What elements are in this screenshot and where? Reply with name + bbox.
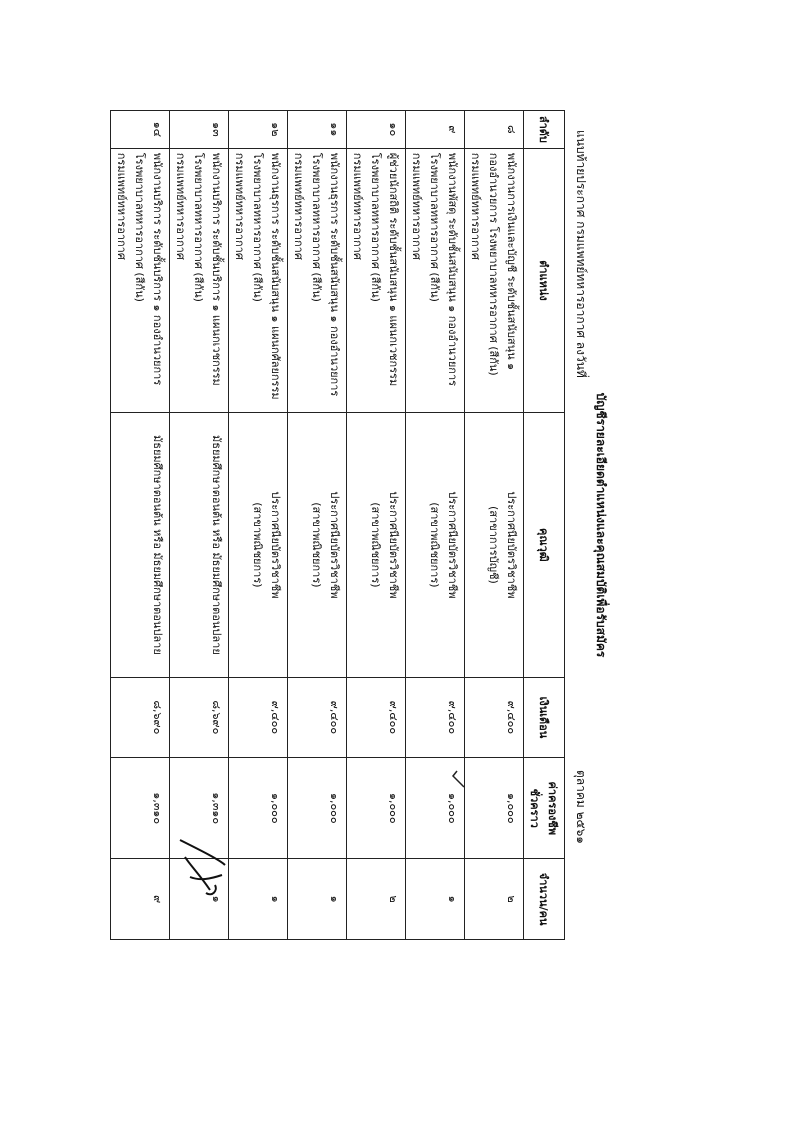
cell-no [111,111,170,149]
cell-no-line: ๘ [505,125,518,134]
cell-qualification [111,413,170,677]
cell-position-line: โรงพยาบาลทหารอากาศ (สีกัน) [310,152,323,302]
table-row [465,111,524,940]
cell-salary-line: ๙,๔๐๐ [328,700,341,735]
cell-position [229,148,288,412]
cell-position [111,148,170,412]
col-allowance: ค่าครองชีพชั่วคราว [524,758,565,859]
cell-position-line: กรมแพทย์ทหารอากาศ [351,152,364,260]
cell-position [406,148,465,412]
cell-allowance-line: ๑,๐๐๐ [328,792,341,824]
cell-count [465,859,524,940]
cell-count-line: ๒ [387,895,400,903]
table-row [229,111,288,940]
cell-count [347,859,406,940]
cell-allowance-line: ๑,๐๐๐ [446,792,459,824]
cell-no [465,111,524,149]
document-subtitle: แนบท้ายประกาศ กรมแพทย์ทหารอากาศ ลงวันที่ [574,130,588,378]
cell-no [170,111,229,149]
cell-allowance-line: ๑,๐๐๐ [269,792,282,824]
col-qualification: คุณวุฒิ [524,413,565,677]
cell-position-line: กรมแพทย์ทหารอากาศ [292,152,305,260]
cell-position [288,148,347,412]
document-date: ตุลาคม ๒๕๖๑ [574,770,588,844]
cell-salary [406,677,465,758]
cell-qualification-line: มัธยมศึกษาตอนต้น หรือ มัธยมศึกษาตอนปลาย [151,435,164,655]
cell-no [406,111,465,149]
cell-position-line: พนักงานบริการ ระดับชั้นบริการ ๑ แผนกเวชกรรม [210,152,223,386]
table-row [170,111,229,940]
cell-qualification [465,413,524,677]
col-no: ลำดับ [524,111,565,149]
table-header-row [524,111,565,940]
cell-no-line: ๑๒ [269,122,282,137]
table-row [347,111,406,940]
cell-allowance [111,758,170,859]
check-mark-icon [451,770,465,788]
cell-count [406,859,465,940]
cell-count [229,859,288,940]
cell-qualification-line: (สาขาพณิชยการ) [369,502,382,588]
cell-salary-line: ๙,๔๐๐ [446,700,459,735]
cell-position-line: โรงพยาบาลทหารอากาศ (สีกัน) [133,152,146,302]
cell-allowance [347,758,406,859]
cell-qualification-line: (สาขาการบัญชี) [487,506,500,584]
cell-salary-line: ๙,๔๐๐ [269,700,282,735]
cell-count-line: ๙ [151,895,164,904]
table-body [111,111,524,940]
cell-qualification [229,413,288,677]
document-header [568,110,610,940]
cell-position-line: พนักงานบริการ ระดับชั้นบริการ ๑ กองอำนวยการ [151,152,164,386]
cell-count-line: ๑ [446,895,459,903]
document-title: บัญชีรายละเอียดตำแหน่งและคุณสมบัติเพื่อรับสมัคร [594,392,608,658]
cell-allowance [288,758,347,859]
table-row [406,111,465,940]
cell-position [465,148,524,412]
cell-allowance [229,758,288,859]
cell-salary-line: ๙,๔๐๐ [505,700,518,735]
cell-position-line: กรมแพทย์ทหารอากาศ [174,152,187,260]
cell-qualification-line: (สาขาพณิชยการ) [310,502,323,588]
cell-salary [229,677,288,758]
signature-icon [170,835,230,905]
cell-qualification-line: มัธยมศึกษาตอนต้น หรือ มัธยมศึกษาตอนปลาย [210,435,223,655]
cell-allowance-line: ๑,๐๐๐ [505,792,518,824]
cell-allowance-line: ๑,๓๑๐ [151,792,164,825]
cell-position-line: กองอำนวยการ โรงพยาบาลทหารอากาศ (สีกัน) [487,152,500,376]
cell-salary-line: ๘,๖๙๐ [151,700,164,735]
positions-table [110,110,565,940]
cell-position-line: พนักงานการเงินและบัญชี ระดับชั้นสนับสนุน ๑ [505,152,518,371]
cell-no-line: ๑๓ [210,122,223,137]
cell-qualification [288,413,347,677]
cell-no-line: ๙ [446,125,459,134]
cell-qualification [347,413,406,677]
cell-count [288,859,347,940]
cell-position-line: พนักงานธุรการ ระดับชั้นสนับสนุน ๑ แผนกศัลยกรรม [269,152,282,400]
cell-position-line: โรงพยาบาลทหารอากาศ (สีกัน) [192,152,205,302]
cell-position [170,148,229,412]
cell-count-line: ๑ [269,895,282,903]
cell-allowance-line: ๑,๐๐๐ [387,792,400,824]
cell-salary [288,677,347,758]
cell-position [347,148,406,412]
cell-salary [111,677,170,758]
cell-no-line: ๑๔ [151,121,164,138]
cell-salary [465,677,524,758]
cell-qualification-line: ประกาศนียบัตรวิชาชีพ [446,491,459,599]
rotated-content [115,110,610,940]
cell-qualification-line: (สาขาพณิชยการ) [428,502,441,588]
cell-qualification [170,413,229,677]
cell-count-line: ๒ [505,895,518,903]
cell-allowance-line: ๑,๓๑๐ [210,792,223,825]
cell-position-line: โรงพยาบาลทหารอากาศ (สีกัน) [369,152,382,302]
col-position: ตำแหน่ง [524,148,565,412]
cell-no-line: ๑๑ [328,122,341,137]
cell-no [288,111,347,149]
cell-count-line: ๑ [210,895,223,903]
col-salary: เงินเดือน [524,677,565,758]
cell-no [347,111,406,149]
cell-position-line: กรมแพทย์ทหารอากาศ [469,152,482,260]
cell-allowance [465,758,524,859]
cell-position-line: พนักงานพัสดุ ระดับชั้นสนับสนุน ๑ กองอำนวยการ [446,152,459,387]
cell-qualification-line: ประกาศนียบัตรวิชาชีพ [505,491,518,599]
cell-qualification-line: ประกาศนียบัตรวิชาชีพ [328,491,341,599]
cell-position-line: โรงพยาบาลทหารอากาศ (สีกัน) [428,152,441,302]
col-count: จำนวน/คน [524,859,565,940]
cell-qualification [406,413,465,677]
cell-salary-line: ๙,๔๐๐ [387,700,400,735]
cell-position-line: กรมแพทย์ทหารอากาศ [410,152,423,260]
cell-count-line: ๑ [328,895,341,903]
cell-position-line: กรมแพทย์ทหารอากาศ [115,152,128,260]
cell-position-line: กรมแพทย์ทหารอากาศ [233,152,246,260]
cell-salary [347,677,406,758]
cell-salary-line: ๘,๖๙๐ [210,700,223,735]
cell-position-line: พนักงานธุรการ ระดับชั้นสนับสนุน ๑ กองอำนวยการ [328,152,341,397]
cell-no [229,111,288,149]
cell-count [111,859,170,940]
cell-position-line: ผู้ช่วยนักสถิติ ระดับชั้นสนับสนุน ๑ แผนกเวชกรรม [387,152,400,387]
cell-position-line: โรงพยาบาลทหารอากาศ (สีกัน) [251,152,264,302]
cell-no-line: ๑๐ [387,122,400,137]
cell-qualification-line: (สาขาพณิชยการ) [251,502,264,588]
cell-qualification-line: ประกาศนียบัตรวิชาชีพ [387,491,400,599]
table-row [111,111,170,940]
cell-salary [170,677,229,758]
cell-qualification-line: ประกาศนียบัตรวิชาชีพ [269,491,282,599]
table-row [288,111,347,940]
